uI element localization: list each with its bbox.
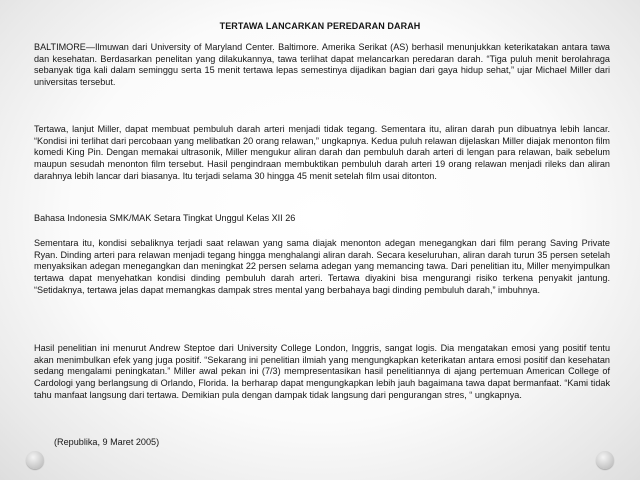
paragraph-4: Hasil penelitian ini menurut Andrew Steptoe dari University College London, Inggris, sangat logis. Dia mengatakan emosi yang positif tentu akan menimbulkan efek yang juga positif. “Sekarang ini penelitian ilmiah yang mengungkapkan keterikatan antara emosi positif dan kesehatan sedang mengalami peningkatan.” Miller awal pekan ini (7/3) mempresentasikan hasil penelitiannya di ajang pertemuan American College of Cardologi yang berlangsung di Orlando, Florida. Ia berharap dapat mengungkapkan lebih jauh bagaimana tawa dapat bermanfaat. “Kami tidak tahu manfaat langsung dari tertawa. Demikian pula dengan dampak tidak langsung dari pengurangan stres, “ ungkapnya.	[34, 343, 610, 400]
left-decorative-circle-icon	[26, 451, 44, 469]
paragraph-2: Tertawa, lanjut Miller, dapat membuat pembuluh darah arteri menjadi tidak tegang. Sementara itu, aliran darah pun dibuatnya lebih lancar. “Kondisi ini terlihat dari percobaan yang melibatkan 20 orang relawan,” ungkapnya. Kedua puluh relawan dijelaskan Miller diajak menonton film komedi King Pin. Dengan memakai ultrasonik, Miller mengukur aliran darah dan pembuluh darah arteri di lengan para relawan, baik sebelum maupun sesudah menonton film tersebut. Hasil pengindraan membuktikan pembuluh darah arteri 19 orang relawan menjadi rileks dan aliran darahnya lebih lancar dari biasanya. Itu terjadi selama 30 hingga 45 menit setelah film usai ditonton.	[34, 124, 610, 181]
book-caption: Bahasa Indonesia SMK/MAK Setara Tingkat Unggul Kelas XII 26	[34, 213, 296, 223]
paragraph-1: BALTIMORE—Ilmuwan dari University of Maryland Center. Baltimore. Amerika Serikat (AS) berhasil menunjukkan keterikatakan antara tawa dan kesehatan. Berdasarkan penelitan yang dilakukannya, tawa terlihat dapat melancarkan peredaran darah. “Tiga puluh menit berolahraga sebanyak tiga kali dalam seminggu serta 15 menit tertawa lepas semestinya dijadikan bagian dari gaya hidup sehat,” ujar Michael Miller dari universitas tersebut.	[34, 42, 610, 88]
paragraph-3: Sementara itu, kondisi sebaliknya terjadi saat relawan yang sama diajak menonton adegan menegangkan dari film perang Saving Private Ryan. Dinding arteri para relawan menjadi tegang hingga menghalangi aliran darah. Secara keseluruhan, aliran darah turun 35 persen setelah menyaksikan adegan menegangkan dan meningkat 22 persen selama adegan yang memancing tawa. Dari penelitian itu, Miller menyimpulkan tertawa dapat menyehatkan kondisi dinding pembuluh darah arteri. Tertawa diyakini bisa mengurangi risiko terkena penyakit jantung. “Setidaknya, tertawa jelas dapat memangkas dampak stres mental yang berbahaya bagi dinding pembuluh darah,” imbuhnya.	[34, 238, 610, 295]
source-citation: (Republika, 9 Maret 2005)	[54, 437, 160, 447]
right-decorative-circle-icon	[596, 451, 614, 469]
article-title: TERTAWA LANCARKAN PEREDARAN DARAH	[219, 21, 421, 31]
